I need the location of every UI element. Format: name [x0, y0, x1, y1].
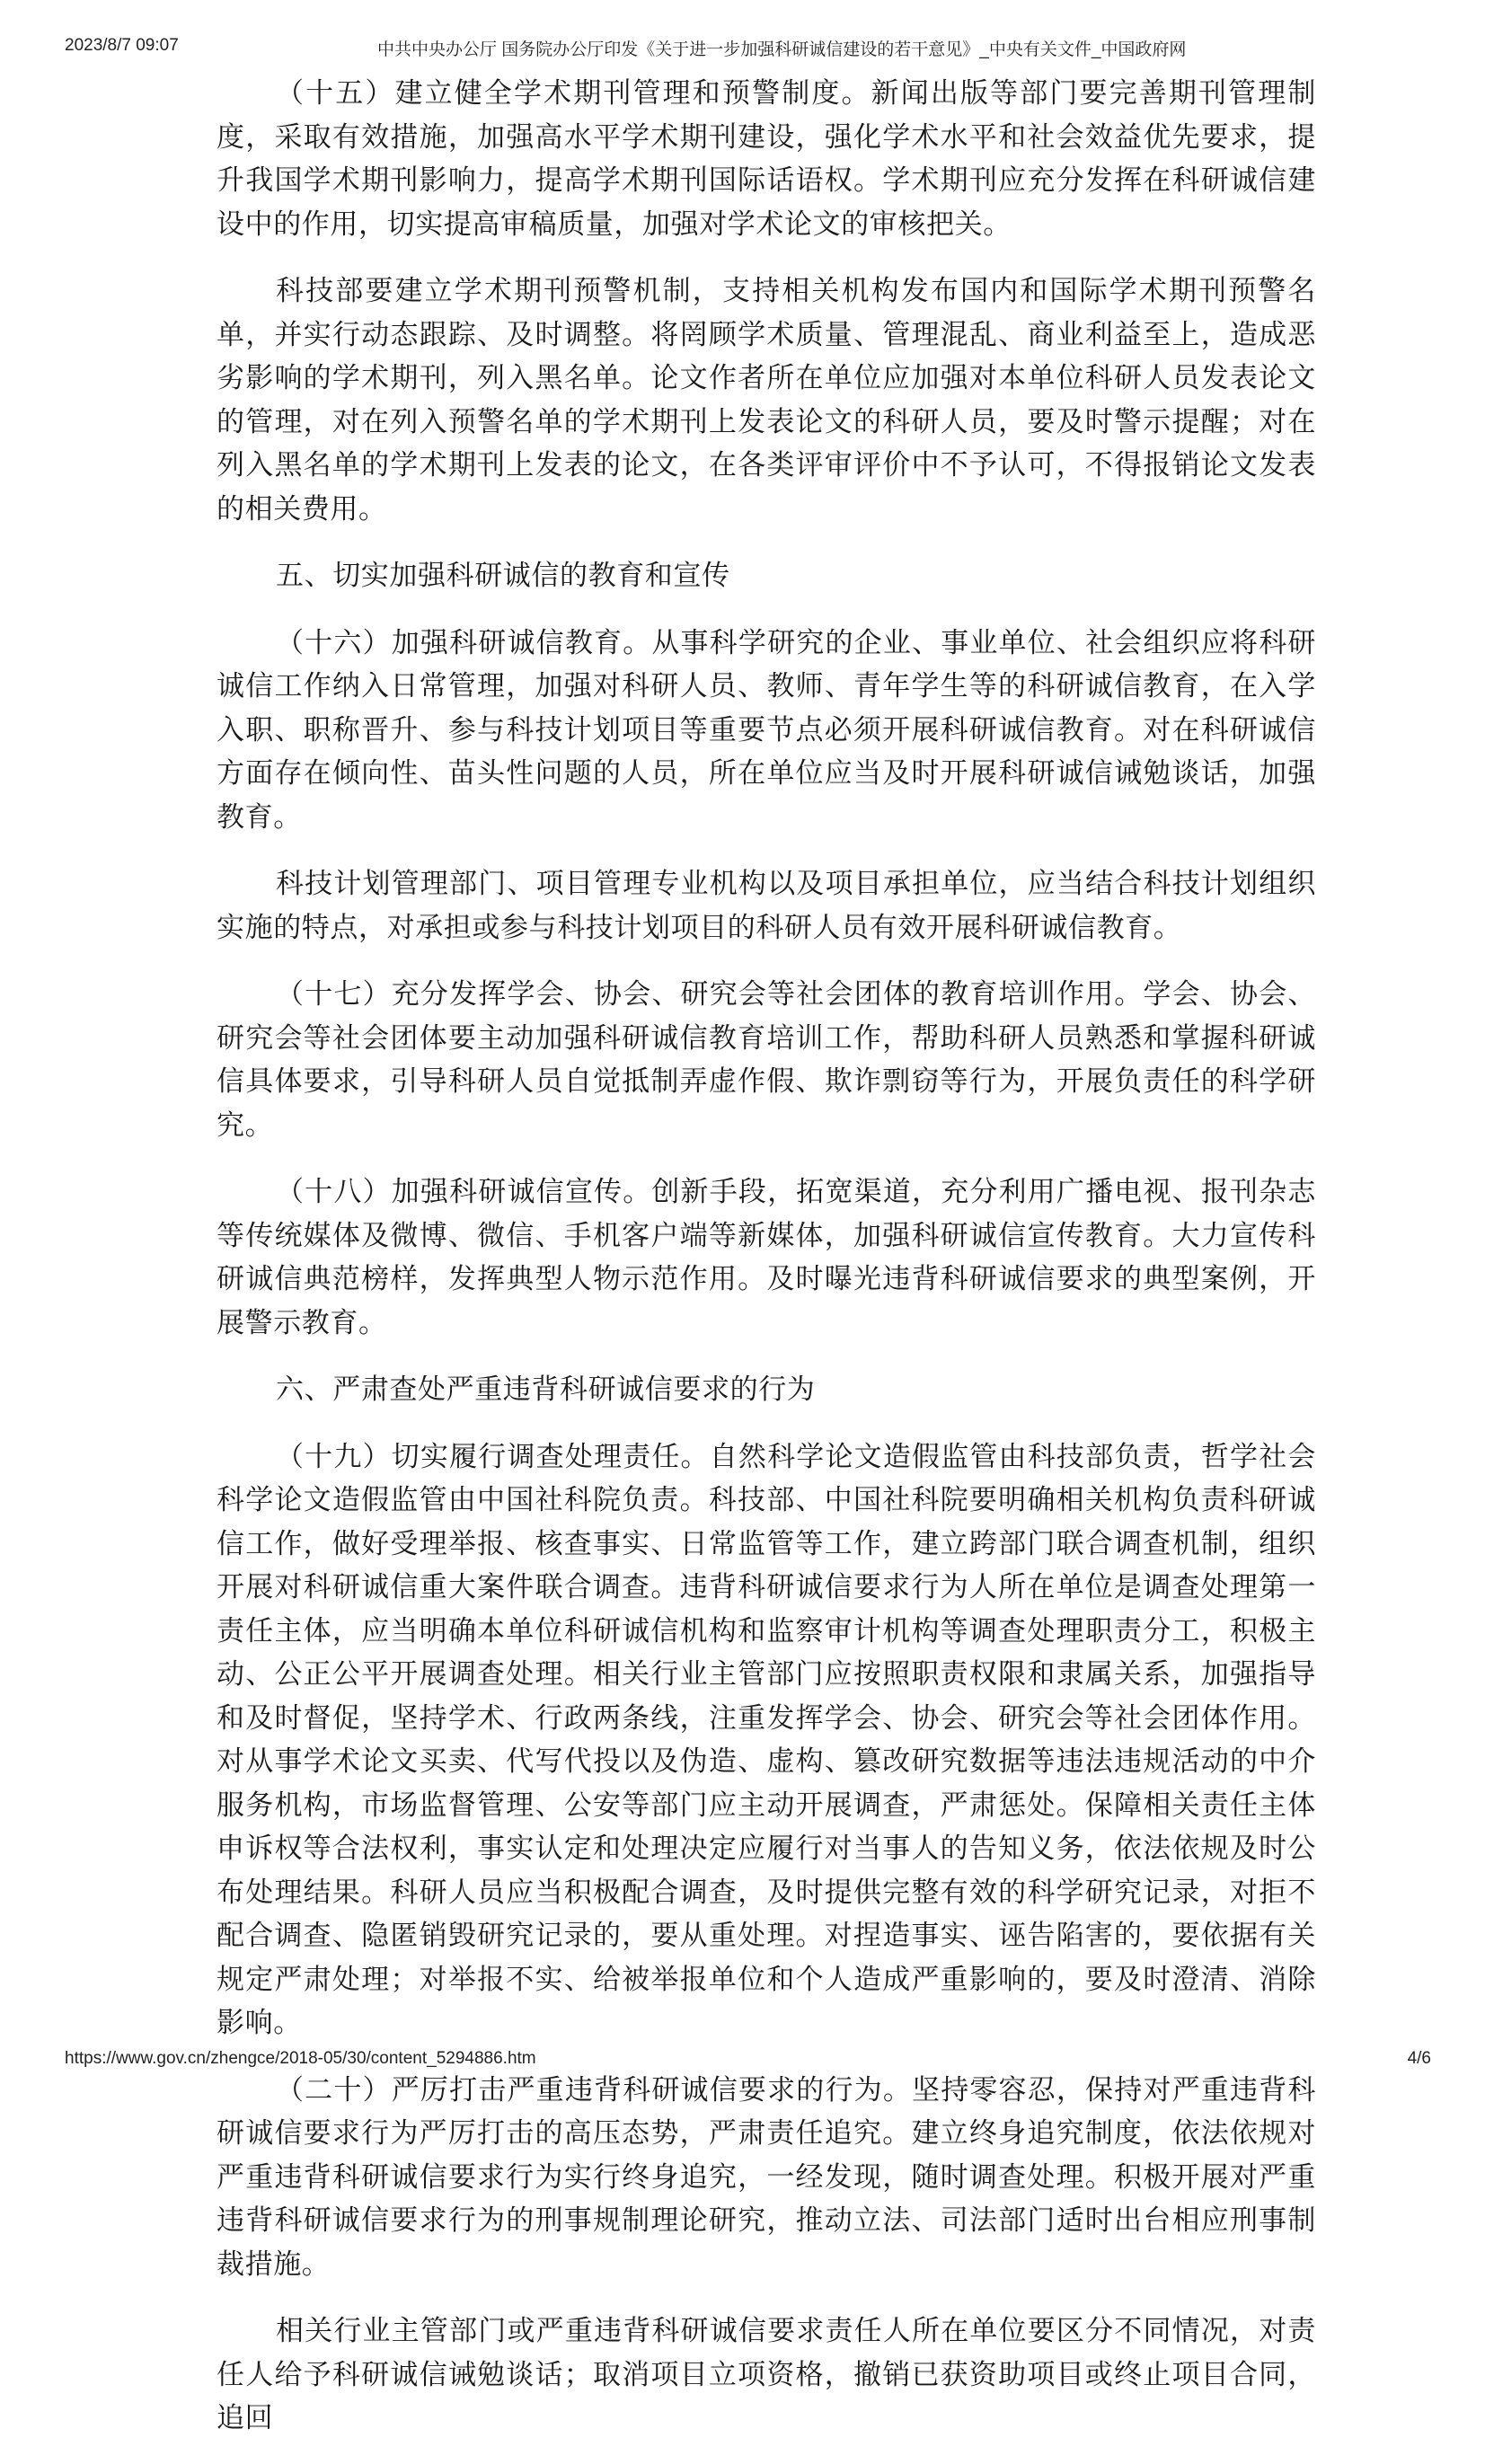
print-header — [0, 36, 1485, 65]
print-timestamp: 2023/8/7 09:07 — [65, 36, 179, 55]
print-footer — [0, 2049, 1485, 2076]
paragraph-16-cont: 科技计划管理部门、项目管理专业机构以及项目承担单位，应当结合科技计划组织实施的特点，对承担或参与科技计划项目的科研人员有效开展科研诚信教育。 — [217, 868, 1316, 944]
paragraph-18: （十八）加强科研诚信宣传。创新手段，拓宽渠道，充分利用广播电视、报刊杂志等传统媒体及微博、微信、手机客户端等新媒体，加强科研诚信宣传教育。大力宣传科研诚信典范榜样，发挥典型人物示范作用。及时曝光违背科研诚信要求的典型案例，开展警示教育。 — [217, 1176, 1316, 1339]
section-heading-6: 六、严肃查处严重违背科研诚信要求的行为 — [276, 1373, 816, 1406]
paragraph-15: （十五）建立健全学术期刊管理和预警制度。新闻出版等部门要完善期刊管理制度，采取有效措施，加强高水平学术期刊建设，强化学术水平和社会效益优先要求，提升我国学术期刊影响力，提高学术期刊国际话语权。学术期刊应充分发挥在科研诚信建设中的作用，切实提高审稿质量，加强对学术论文的审核把关。 — [217, 77, 1316, 241]
paragraph-20: （二十）严厉打击严重违背科研诚信要求的行为。坚持零容忍，保持对严重违背科研诚信要求行为严厉打击的高压态势，严肃责任追究。建立终身追究制度，依法依规对严重违背科研诚信要求行为实行终身追究，一经发现，随时调查处理。积极开展对严重违背科研诚信要求行为的刑事规制理论研究，推动立法、司法部门适时出台相应刑事制裁措施。 — [217, 2073, 1316, 2281]
print-page-title: 中共中央办公厅 国务院办公厅印发《关于进一步加强科研诚信建设的若干意见》_中央有关文件_中国政府网 — [377, 40, 1187, 59]
print-url: https://www.gov.cn/zhengce/2018-05/30/content_5294886.htm — [65, 2049, 536, 2068]
paragraph-16: （十六）加强科研诚信教育。从事科学研究的企业、事业单位、社会组织应将科研诚信工作纳入日常管理，加强对科研人员、教师、青年学生等的科研诚信教育，在入学入职、职称晋升、参与科技计划项目等重要节点必须开展科研诚信教育。对在科研诚信方面存在倾向性、苗头性问题的人员，所在单位应当及时开展科研诚信诫勉谈话，加强教育。 — [217, 626, 1316, 834]
paragraph-20-cont: 相关行业主管部门或严重违背科研诚信要求责任人所在单位要区分不同情况，对责任人给予科研诚信诫勉谈话；取消项目立项资格，撤销已获资助项目或终止项目合同，追回 — [217, 2315, 1316, 2434]
paragraph-19: （十九）切实履行调查处理责任。自然科学论文造假监管由科技部负责，哲学社会科学论文造假监管由中国社科院负责。科技部、中国社科院要明确相关机构负责科研诚信工作，做好受理举报、核查事实、日常监管等工作，建立跨部门联合调查机制，组织开展对科研诚信重大案件联合调查。违背科研诚信要求行为人所在单位是调查处理第一责任主体，应当明确本单位科研诚信机构和监察审计机构等调查处理职责分工，积极主动、公正公平开展调查处理。相关行业主管部门应按照职责权限和隶属关系，加强指导和及时督促，坚持学术、行政两条线，注重发挥学会、协会、研究会等社会团体作用。对从事学术论文买卖、代写代投以及伪造、虚构、篡改研究数据等违法违规活动的中介服务机构，市场监督管理、公安等部门应主动开展调查，严肃惩处。保障相关责任主体申诉权等合法权利，事实认定和处理决定应履行对当事人的告知义务，依法依规及时公布处理结果。科研人员应当积极配合调查，及时提供完整有效的科学研究记录，对拒不配合调查、隐匿销毁研究记录的，要从重处理。对捏造事实、诬告陷害的，要依据有关规定严肃处理；对举报不实、给被举报单位和个人造成严重影响的，要及时澄清、消除影响。 — [217, 1440, 1316, 2039]
document-body — [217, 72, 1316, 2464]
section-heading-5: 五、切实加强科研诚信的教育和宣传 — [276, 560, 730, 592]
paragraph-15-cont: 科技部要建立学术期刊预警机制，支持相关机构发布国内和国际学术期刊预警名单，并实行动态跟踪、及时调整。将罔顾学术质量、管理混乱、商业利益至上，造成恶劣影响的学术期刊，列入黑名单。论文作者所在单位应加强对本单位科研人员发表论文的管理，对在列入预警名单的学术期刊上发表论文的科研人员，要及时警示提醒；对在列入黑名单的学术期刊上发表的论文，在各类评审评价中不予认可，不得报销论文发表的相关费用。 — [217, 275, 1316, 525]
paragraph-17: （十七）充分发挥学会、协会、研究会等社会团体的教育培训作用。学会、协会、研究会等社会团体要主动加强科研诚信教育培训工作，帮助科研人员熟悉和掌握科研诚信具体要求，引导科研人员自觉抵制弄虚作假、欺诈剽窃等行为，开展负责任的科学研究。 — [217, 978, 1316, 1142]
page-number: 4/6 — [1407, 2049, 1431, 2068]
